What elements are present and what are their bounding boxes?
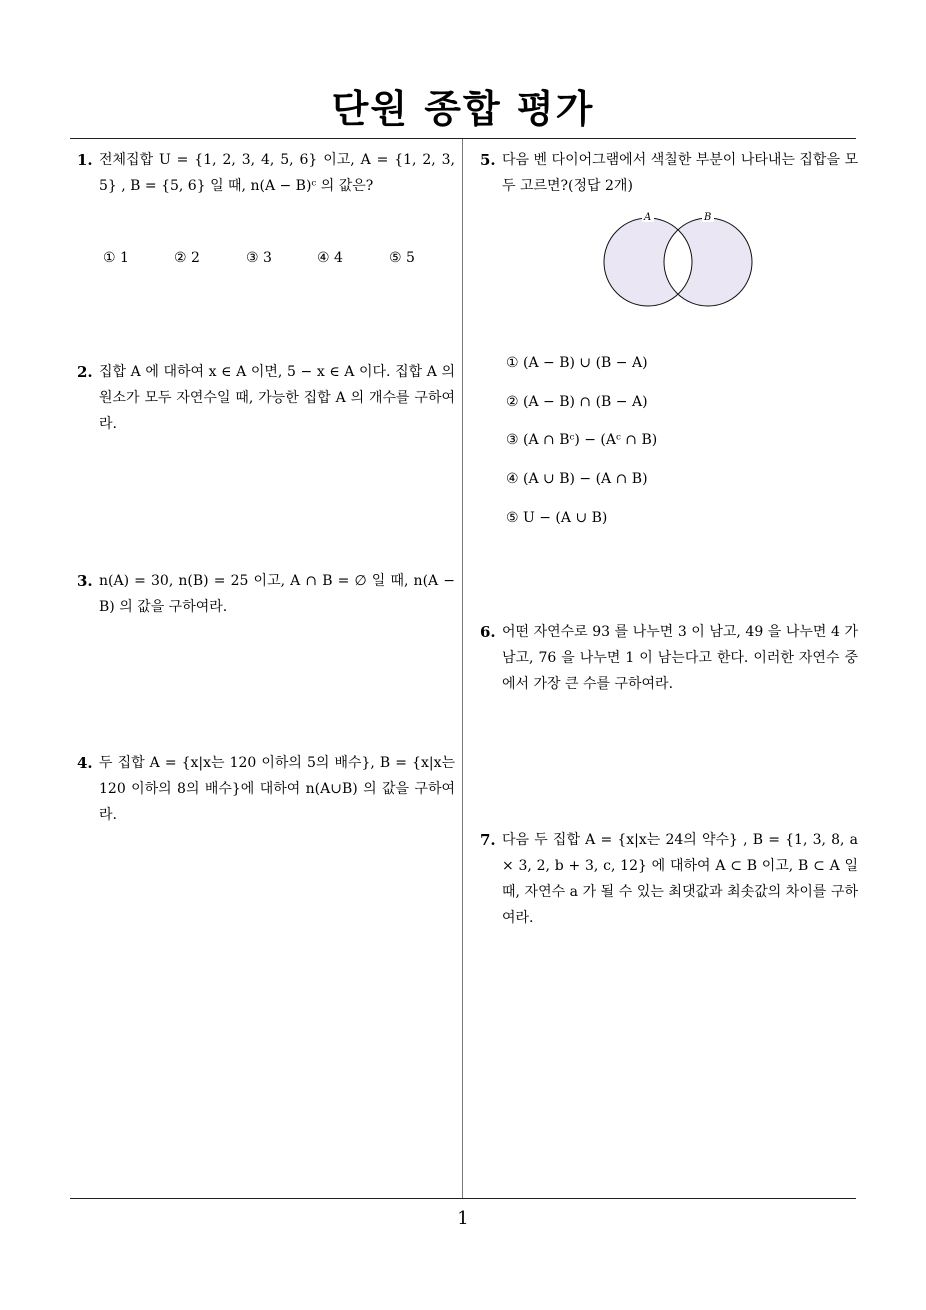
question-text: 집합 A 에 대하여 x ∈ A 이면, 5 − x ∈ A 이다. 집합 A 의 원소가 모두 자연수일 때, 가능한 집합 A 의 개수를 구하여라. [99,364,455,432]
question-3 [77,568,455,620]
question-number: 3. [77,572,93,590]
question-text: 어떤 자연수로 93 를 나누면 3 이 남고, 49 을 나누면 4 가 남고, 76 을 나누면 1 이 남는다고 한다. 이러한 자연수 중에서 가장 큰 수를 구하여라. [502,624,858,692]
question-text: n(A) = 30, n(B) = 25 이고, A ∩ B = ∅ 일 때, n(A − B) 의 값을 구하여라. [99,573,455,615]
choice-2[interactable]: ② 2 [174,250,200,266]
question-number: 7. [480,831,496,849]
page-title: 단원 종합 평가 [331,87,595,131]
question-number: 4. [77,754,93,772]
question-5 [480,147,858,199]
q5-choice-4[interactable]: ④ (A ∪ B) − (A ∩ B) [506,471,648,487]
question-number: 1. [77,151,93,169]
venn-label-a: A [644,212,652,223]
question-number: 2. [77,363,93,381]
question-1 [77,147,455,199]
bottom-rule [70,1198,856,1199]
question-6 [480,619,858,697]
venn-diagram [600,208,760,314]
question-text: 두 집합 A = {x|x는 120 이하의 5의 배수}, B = {x|x는 120 이하의 8의 배수}에 대하여 n(A∪B) 의 값을 구하여라. [99,755,455,823]
choice-3[interactable]: ③ 3 [246,250,272,266]
question-2 [77,359,455,437]
question-text: 전체집합 U = {1, 2, 3, 4, 5, 6} 이고, A = {1, 2, 3, 5} , B = {5, 6} 일 때, n(A − B)ᶜ 의 값은? [99,152,455,194]
choice-5[interactable]: ⑤ 5 [389,250,415,266]
page-number: 1 [457,1208,469,1229]
question-7 [480,827,858,931]
choice-1[interactable]: ① 1 [103,250,129,266]
q5-choice-1[interactable]: ① (A − B) ∪ (B − A) [506,355,648,371]
top-rule [70,138,856,139]
question-text: 다음 벤 다이어그램에서 색칠한 부분이 나타내는 집합을 모두 고르면?(정답 2개) [502,152,858,194]
question-number: 6. [480,623,496,641]
question-4 [77,750,455,828]
column-divider [462,139,463,1198]
question-number: 5. [480,151,496,169]
question-text: 다음 두 집합 A = {x|x는 24의 약수} , B = {1, 3, 8, a × 3, 2, b + 3, c, 12} 에 대하여 A ⊂ B 이고, B ⊂ A 일 때, 자연수 a 가 될 수 있는 최댓값과 최솟값의 차이를 구하여라. [502,832,858,926]
q5-choice-2[interactable]: ② (A − B) ∩ (B − A) [506,394,648,410]
choice-4[interactable]: ④ 4 [317,250,343,266]
q5-choice-3[interactable]: ③ (A ∩ Bᶜ) − (Aᶜ ∩ B) [506,432,658,448]
venn-label-b: B [704,212,712,223]
q5-choice-5[interactable]: ⑤ U − (A ∪ B) [506,510,608,526]
